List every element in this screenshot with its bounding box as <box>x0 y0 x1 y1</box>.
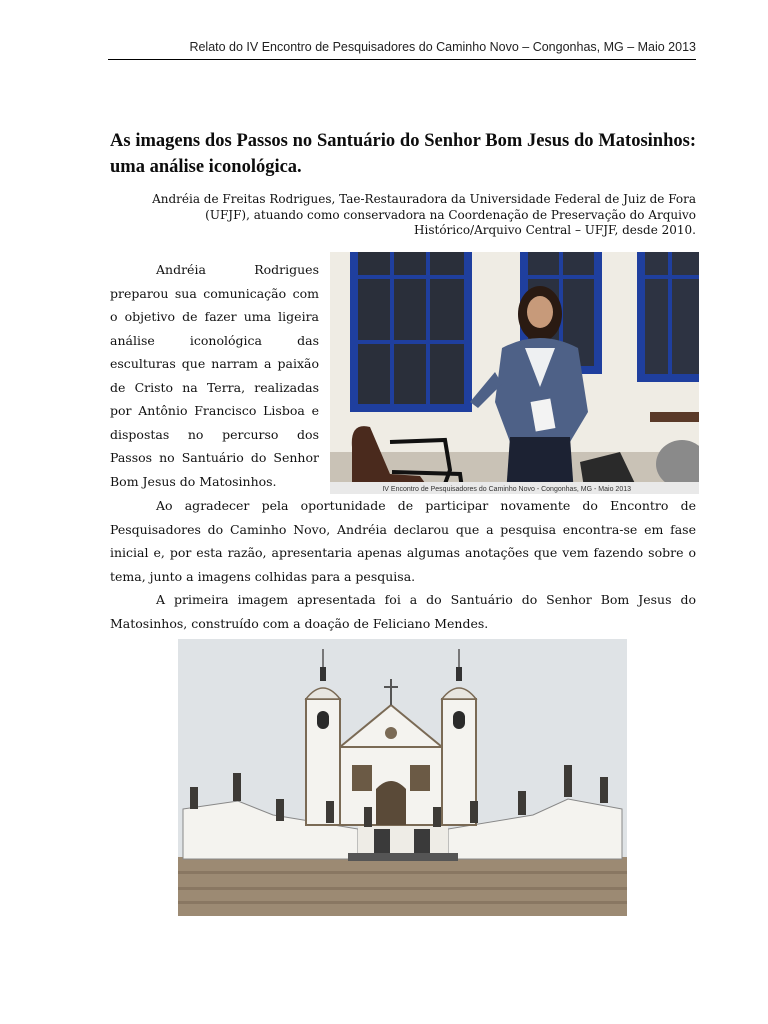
paragraph-first-image: A primeira imagem apresentada foi a do Santuário do Senhor Bom Jesus do Matosinhos, construído com a doação de Feliciano Mendes. <box>110 592 696 631</box>
sanctuary-photo-illustration <box>178 639 627 916</box>
paragraph-intro: Andréia Rodrigues preparou sua comunicação com o objetivo de fazer uma ligeira análise iconológica das esculturas que narram a paixão de Cristo na Terra, realizadas por Antônio Francisco Lisboa e dispostas no percurso dos Passos no Santuário do Senhor Bom Jesus do Matosinhos. <box>110 262 319 489</box>
article-title: As imagens dos Passos no Santuário do Senhor Bom Jesus do Matosinhos: uma análise iconológica. <box>110 131 696 177</box>
presenter-photo <box>330 252 699 494</box>
sanctuary-photo <box>178 639 627 916</box>
presenter-photo-illustration <box>330 252 699 494</box>
running-header: Relato do IV Encontro de Pesquisadores do Caminho Novo – Congonhas, MG – Maio 2013 <box>189 40 696 54</box>
author-byline: Andréia de Freitas Rodrigues, Tae-Restauradora da Universidade Federal de Juiz de Fora (UFJF), atuando como conservadora na Coordenação de Preservação do Arquivo Histórico/Arquivo Central – UFJF, desde 2010. <box>152 192 696 237</box>
photo-caption: IV Encontro de Pesquisadores do Caminho Novo - Congonhas, MG - Maio 2013 <box>382 486 631 493</box>
header-rule <box>108 59 696 60</box>
paragraph-acknowledgement: Ao agradecer pela oportunidade de participar novamente do Encontro de Pesquisadores do Caminho Novo, Andréia declarou que a pesquisa encontra-se em fase inicial e, por esta razão, apresentaria apenas algumas anotações que vem fazendo sobre o tema, junto a imagens colhidas para a pesquisa. <box>110 498 696 584</box>
